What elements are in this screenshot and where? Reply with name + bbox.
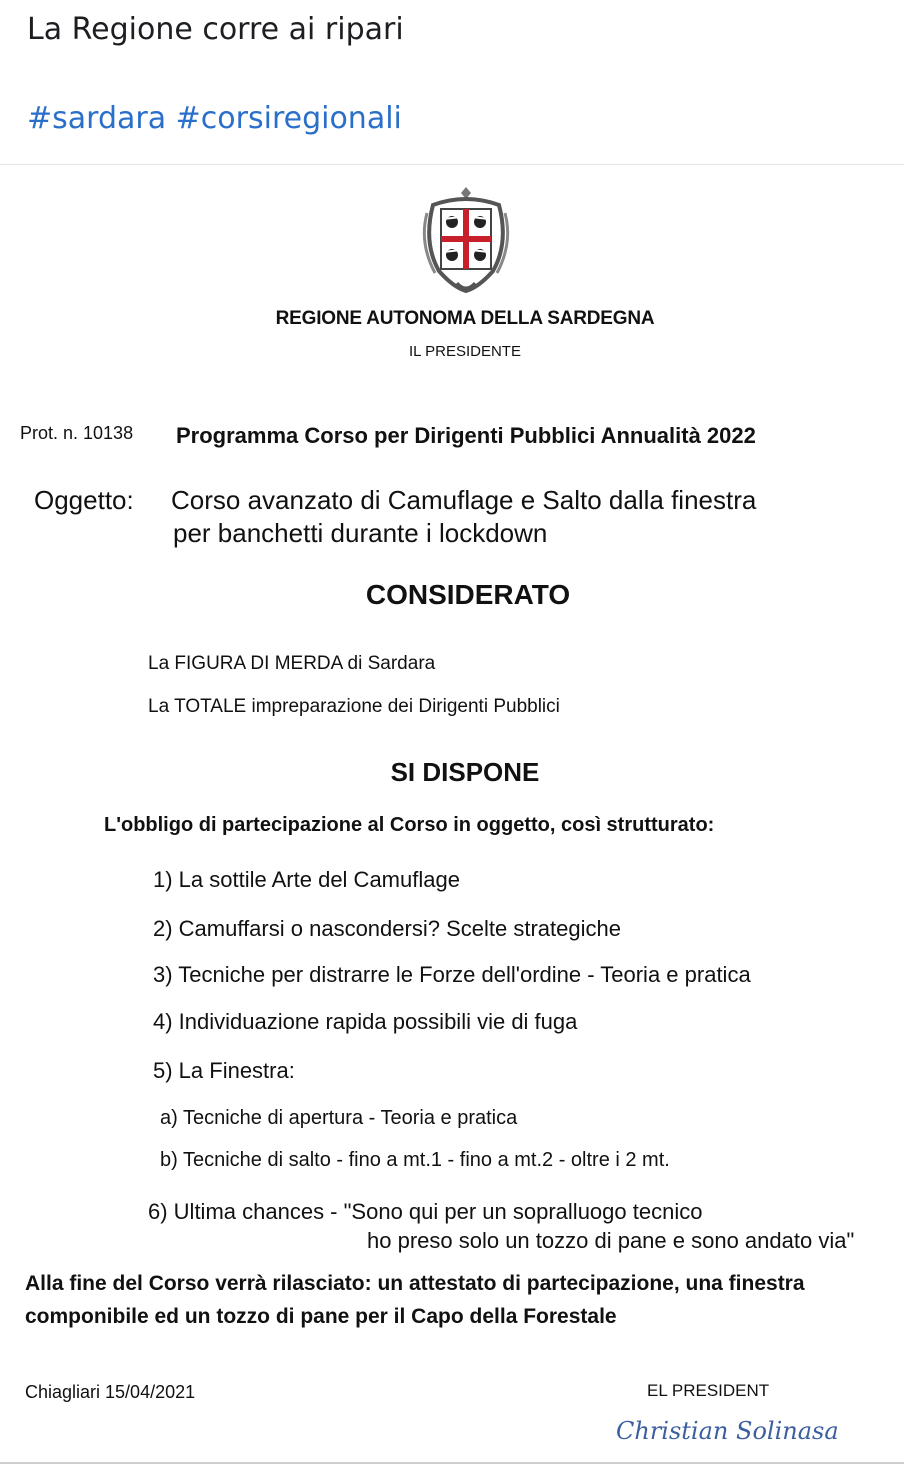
subject-line: per banchetti durante i lockdown	[173, 518, 548, 548]
post-text: La Regione corre ai ripari	[27, 12, 404, 47]
considerato-item: La TOTALE impreparazione dei Dirigenti Pubblici	[148, 696, 560, 717]
office-title: IL PRESIDENTE	[409, 343, 521, 360]
hashtag-sardara[interactable]: #sardara	[27, 101, 167, 136]
region-title: REGIONE AUTONOMA DELLA SARDEGNA	[275, 308, 655, 329]
obligation-text: L'obbligo di partecipazione al Corso in oggetto, così strutturato:	[104, 814, 715, 836]
course-item: 4) Individuazione rapida possibili vie di fuga	[153, 1009, 578, 1034]
considerato-item: La FIGURA DI MERDA di Sardara	[148, 653, 436, 674]
course-item-continuation: ho preso solo un tozzo di pane e sono andato via"	[367, 1228, 855, 1253]
president-label: EL PRESIDENT	[647, 1381, 770, 1400]
closing-text: componibile ed un tozzo di pane per il Capo della Forestale	[25, 1305, 617, 1328]
course-item: 5) La Finestra:	[153, 1058, 295, 1083]
course-item: 6) Ultima chances - "Sono qui per un sopralluogo tecnico	[148, 1199, 703, 1224]
dispone-heading: SI DISPONE	[390, 757, 540, 787]
subject-line: Corso avanzato di Camuflage e Salto dalla finestra	[171, 485, 757, 515]
protocol-number: Prot. n. 10138	[20, 423, 134, 443]
closing-text: Alla fine del Corso verrà rilasciato: un attestato di partecipazione, una finestra	[25, 1272, 805, 1295]
course-item: 3) Tecniche per distrarre le Forze dell'ordine - Teoria e pratica	[153, 962, 751, 987]
course-item: 1) La sottile Arte del Camuflage	[153, 867, 460, 892]
hashtag-corsiregionali[interactable]: #corsiregionali	[175, 101, 402, 136]
course-subitem: b) Tecniche di salto - fino a mt.1 - fino a mt.2 - oltre i 2 mt.	[160, 1149, 670, 1171]
course-subitem: a) Tecniche di apertura - Teoria e pratica	[160, 1107, 518, 1129]
document-image[interactable]	[0, 165, 904, 1463]
signature: Christian Solinasa	[616, 1417, 839, 1445]
hashtags	[27, 101, 402, 136]
course-item: 2) Camuffarsi o nascondersi? Scelte strategiche	[153, 916, 621, 941]
considerato-heading: CONSIDERATO	[365, 579, 571, 610]
sardinia-coat-of-arms-icon	[413, 183, 519, 297]
document-date: Chiagliari 15/04/2021	[25, 1382, 196, 1402]
bottom-divider	[0, 1462, 904, 1464]
programme-title: Programma Corso per Dirigenti Pubblici Annualità 2022	[176, 423, 756, 448]
subject-label: Oggetto:	[34, 485, 134, 515]
